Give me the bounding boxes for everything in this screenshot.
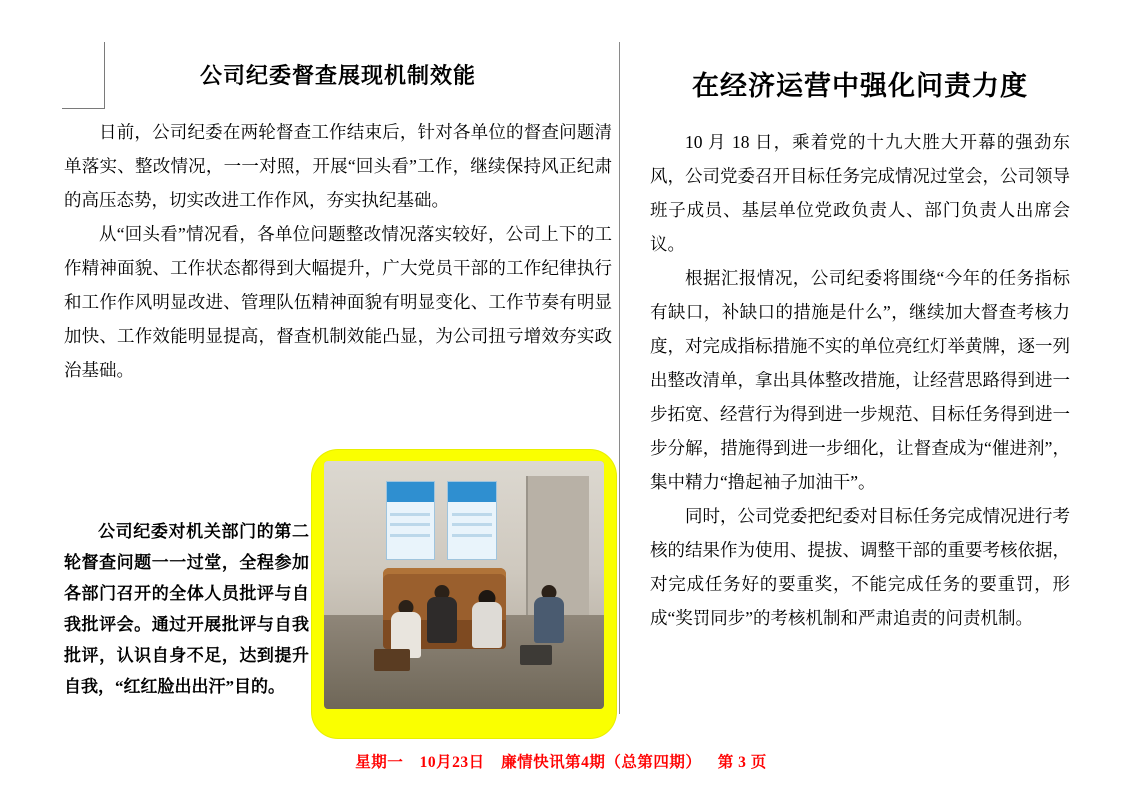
photo-person-2	[419, 585, 465, 657]
right-article-body	[650, 125, 1070, 635]
left-paragraph-1: 日前，公司纪委在两轮督查工作结束后，针对各单位的督查问题清单落实、整改情况，一一对照，开展“回头看”工作，继续保持风正纪肃的高压态势，切实改进工作作风，夯实执纪基础。	[64, 122, 612, 210]
column-divider	[619, 42, 620, 714]
photo-wall-board-left	[386, 481, 436, 560]
meeting-photo	[324, 461, 604, 709]
photo-wall-board-right	[447, 481, 497, 560]
meeting-photo-frame	[312, 450, 616, 738]
left-paragraph-2: 从“回头看”情况看，各单位问题整改情况落实较好，公司上下的工作精神面貌、工作状态都得到大幅提升，广大党员干部的工作纪律执行和工作作风明显改进、管理队伍精神面貌有明显变化、工作节奏有明显加快、工作效能明显提高，督查机制效能凸显，为公司扭亏增效夯实政治基础。	[64, 224, 612, 380]
left-article-body	[64, 115, 612, 387]
right-article-headline: 在经济运营中强化问责力度	[692, 71, 1028, 101]
footer-weekday: 星期一	[355, 754, 404, 771]
left-article-headline: 公司纪委督查展现机制效能	[199, 63, 476, 88]
photo-chair-left	[374, 649, 410, 671]
footer-issue: 廉情快讯第4期（总第四期）	[501, 754, 702, 771]
right-paragraph-3: 同时，公司党委把纪委对目标任务完成情况进行考核的结果作为使用、提拔、调整干部的重要考核依据，对完成任务好的要重奖，不能完成任务的要重罚，形成“奖罚同步”的考核机制和严肃追责的问责机制。	[650, 506, 1070, 628]
page-footer	[0, 750, 1122, 772]
photo-person-3	[464, 590, 510, 662]
right-paragraph-1: 10 月 18 日，乘着党的十九大胜大开幕的强劲东风，公司党委召开目标任务完成情况过堂会，公司领导班子成员、基层单位党政负责人、部门负责人出席会议。	[650, 132, 1070, 254]
photo-caption-text: 公司纪委对机关部门的第二轮督查问题一一过堂，全程参加各部门召开的全体人员批评与自我批评会。通过开展批评与自我批评，认识自身不足，达到提升自我，“红红脸出出汗”目的。	[64, 522, 309, 696]
footer-date: 10月23日	[419, 754, 485, 771]
right-paragraph-2: 根据汇报情况，公司纪委将围绕“今年的任务指标有缺口，补缺口的措施是什么”，继续加大督查考核力度，对完成指标措施不实的单位亮红灯举黄牌，逐一列出整改清单，拿出具体整改措施，让经营思路得到进一步拓宽、经营行为得到进一步规范、目标任务得到进一步分解，措施得到进一步细化，让督查成为“催进剂”，集中精力“撸起袖子加油干”。	[650, 268, 1070, 492]
photo-chair-right	[520, 645, 552, 665]
photo-caption	[64, 516, 309, 702]
right-column	[650, 50, 1070, 635]
footer-page-number: 第 3 页	[717, 754, 767, 771]
